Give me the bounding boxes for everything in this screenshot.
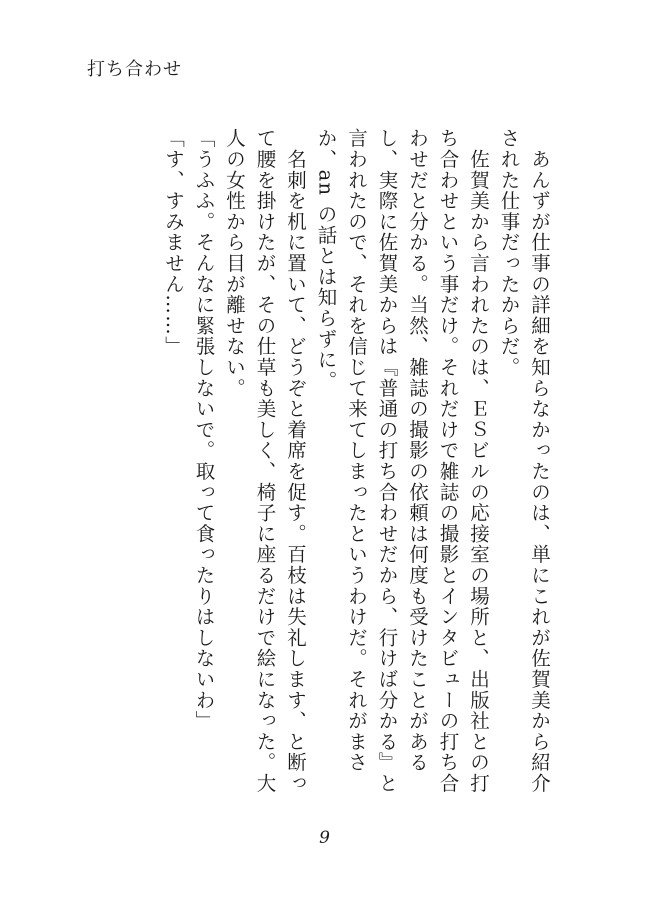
page-number: 9: [319, 828, 330, 848]
paragraph: 佐賀美から言われたのは、ＥＳビルの応接室の場所と、出版社との打ち合わせという事だけ。それだけで雑誌の撮影とインタビューの打ち合わせだと分かる。当然、雑誌の撮影の依頼は何度も受けたことがあるし、実際に佐賀美からは『普通の打ち合わせだから、行けば分かる』と言われたので、それを信じて来てしまったというわけだ。それがまさか、an の話とは知らずに。: [314, 128, 490, 794]
body-text: [158, 128, 555, 808]
section-title: 打ち合わせ: [87, 59, 182, 80]
dialogue-line: 「うふふ。そんなに緊張しないで。取って食ったりはしないわ」: [192, 128, 216, 732]
paragraph: あんずが仕事の詳細を知らなかったのは、単にこれが佐賀美から紹介された仕事だったからだ。: [497, 128, 551, 794]
dialogue-line: 「す、すみません……」: [162, 128, 185, 357]
paragraph: 名刺を机に置いて、どうぞと着席を促す。百枝は失礼します、と断って腰を掛けたが、その仕草も美しく、椅子に座るだけで絵になった。大人の女性から目が離せない。: [223, 128, 307, 794]
